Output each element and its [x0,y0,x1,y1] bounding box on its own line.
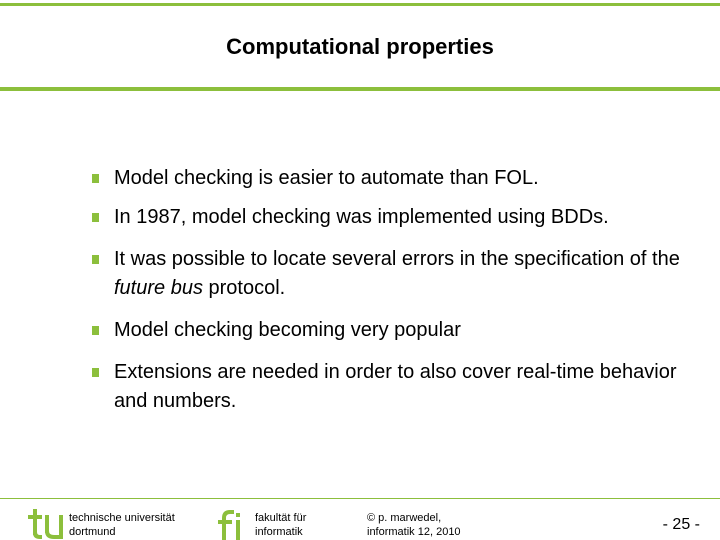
bullet-text: Model checking becoming very popular [114,319,461,341]
faculty-line-1: fakultät für [255,512,307,524]
bullet-list [90,164,700,429]
bullet-item [90,358,700,416]
bullet-text: In 1987, model checking was implemented using BDDs. [114,206,609,228]
bullet-item [90,316,700,345]
bullet-text: It was possible to locate several errors in the specification of the [114,248,680,270]
square-bullet-icon [92,326,99,335]
square-bullet-icon [92,368,99,377]
page-number: - 25 - [662,516,700,533]
top-accent-line [0,3,720,6]
square-bullet-icon [92,174,99,183]
faculty-name [255,511,306,539]
slide-title: Computational properties [226,34,494,59]
faculty-line-2: informatik [255,526,303,538]
copyright-notice [367,511,461,539]
square-bullet-icon [92,255,99,264]
copyright-line-2: informatik 12, 2010 [367,526,461,538]
fi-logo-icon [216,508,246,540]
bullet-emphasis: future bus [114,277,203,299]
tu-logo-icon [28,509,64,540]
bullet-text: Extensions are needed in order to also cover real-time behavior and numbers. [114,361,677,412]
bullet-text: Model checking is easier to automate than FOL. [114,167,539,189]
university-line-2: dortmund [69,526,116,538]
square-bullet-icon [92,213,99,222]
bullet-item [90,203,700,232]
university-name [69,511,175,539]
university-line-1: technische universität [69,512,175,524]
copyright-line-1: © p. marwedel, [367,512,442,524]
title-underline [0,87,720,91]
bullet-item [90,164,700,193]
bullet-item [90,245,700,303]
footer-divider [0,498,720,499]
bullet-text-tail: protocol. [202,277,286,299]
